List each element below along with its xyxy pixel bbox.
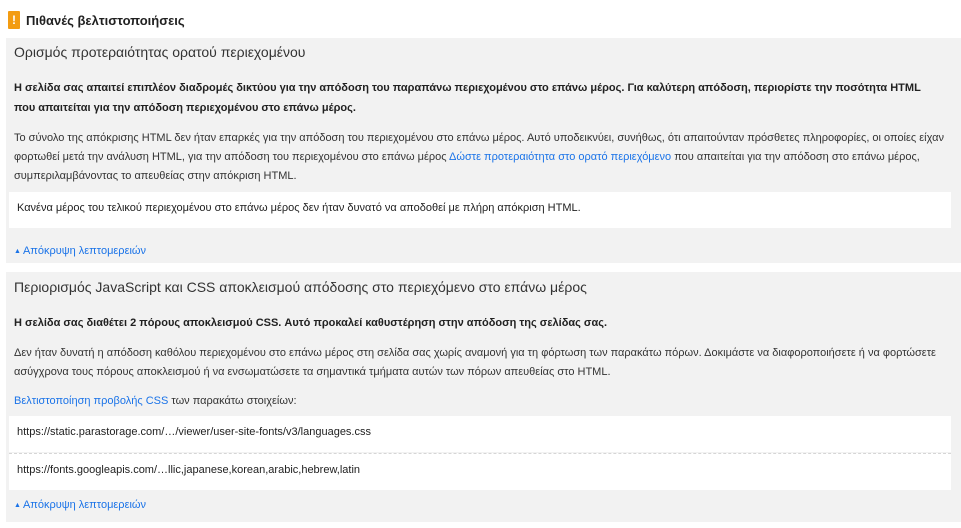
rule-panel-render-blocking-resources bbox=[6, 272, 961, 522]
rule-detail-text: Το σύνολο της απόκρισης HTML δεν ήταν επαρκές για την απόδοση του περιεχομένου στο επάνω μέρος. Αυτό υποδεικνύει, συνήθως, ότι απαιτούνταν πρόσθετες πληροφορίες, οι οποίες είχαν φορτωθεί μετά την ανάλυση HTML, για την απόδοση του περιεχομένου στο επάνω μέρος bbox=[14, 132, 944, 163]
rule-detail-text-end: που απαιτείται για την απόδοση στο επάνω μέρος, συμπεριλαμβάνοντας το απευθείας στην απόκριση HTML. bbox=[14, 151, 920, 182]
rule-panel-prioritize-visible-content bbox=[6, 38, 961, 263]
rule-summary: Η σελίδα σας απαιτεί επιπλέον διαδρομές δικτύου για την απόδοση του παραπάνω περιεχομένου στο επάνω μέρος. Για καλύτερη απόδοση, περιορίστε την ποσότητα HTML που απαιτείται για την απόδοση περιεχομένου στο επάνω μέρος. bbox=[14, 82, 921, 114]
warning-icon: ! bbox=[8, 11, 20, 29]
optimize-css-delivery-link[interactable]: Βελτιστοποίηση προβολής CSS bbox=[14, 395, 169, 407]
note-text: Κανένα μέρος του τελικού περιεχομένου στο επάνω μέρος δεν ήταν δυνατό να αποδοθεί με πλήρη απόκριση HTML. bbox=[17, 202, 581, 214]
hide-details-label: Απόκρυψη λεπτομερειών bbox=[22, 245, 147, 257]
hide-details-label: Απόκρυψη λεπτομερειών bbox=[22, 499, 147, 511]
triangle-up-icon: ▲ bbox=[14, 501, 21, 509]
css-delivery-text: των παρακάτω στοιχείων: bbox=[168, 395, 297, 407]
resource-url: https://static.parastorage.com/…/viewer/user-site-fonts/v3/languages.css bbox=[17, 426, 371, 438]
prioritize-visible-content-link[interactable]: Δώστε προτεραιότητα στο ορατό περιεχόμενο bbox=[449, 151, 672, 163]
resource-url: https://fonts.googleapis.com/…llic,japanese,korean,arabic,hebrew,latin bbox=[17, 464, 361, 476]
triangle-up-icon: ▲ bbox=[14, 247, 21, 255]
rule-detail: Δεν ήταν δυνατή η απόδοση καθόλου περιεχομένου στο επάνω μέρος στη σελίδα σας χωρίς αναμονή για τη φόρτωση των παρακάτω πόρων. Δοκιμάστε να διαφοροποιήσετε ή να φορτώσετε ασύγχρονα τους πόρους αποκλεισμού ή να ενσωματώσετε τα σημαντικά τμήματα αυτών των πόρων απευθείας στο HTML. bbox=[14, 347, 936, 378]
hide-details-toggle[interactable] bbox=[14, 499, 146, 511]
resource-row bbox=[9, 416, 951, 452]
note-box bbox=[9, 192, 951, 228]
css-delivery-line bbox=[14, 392, 945, 411]
section-title: Πιθανές βελτιστοποιήσεις bbox=[26, 12, 185, 28]
section-heading bbox=[8, 10, 185, 30]
rule-title: Περιορισμός JavaScript και CSS αποκλεισμού απόδοσης στο περιεχόμενο στο επάνω μέρος bbox=[14, 279, 587, 295]
rule-summary: Η σελίδα σας διαθέτει 2 πόρους αποκλεισμού CSS. Αυτό προκαλεί καθυστέρηση στην απόδοση της σελίδας σας. bbox=[14, 317, 607, 329]
rule-detail bbox=[14, 129, 945, 186]
resource-row bbox=[9, 453, 951, 490]
rule-title: Ορισμός προτεραιότητας ορατού περιεχομένου bbox=[14, 44, 306, 60]
hide-details-toggle[interactable] bbox=[14, 245, 146, 257]
